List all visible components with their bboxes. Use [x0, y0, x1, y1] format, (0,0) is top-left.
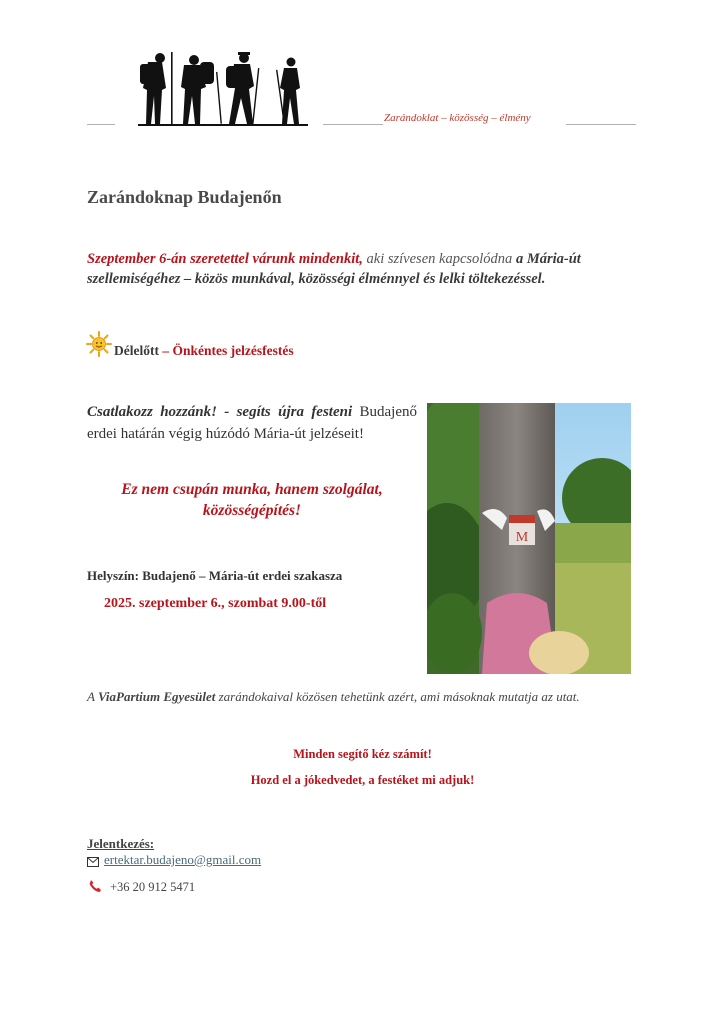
service-line-1: Ez nem csupán munka, hanem szolgálat, — [121, 481, 383, 498]
morning-heading — [114, 343, 294, 359]
assoc-prefix: A — [87, 689, 98, 704]
morning-label: Délelőtt — [114, 343, 159, 358]
morning-title: – Önkéntes jelzésfestés — [158, 343, 294, 358]
envelope-icon — [87, 857, 99, 867]
intro-paragraph — [87, 249, 647, 289]
intro-bold: a Mária-út szellemiségéhez – közös munkával, közösségi élménnyel és lelki töltekezéssel. — [87, 251, 581, 287]
header-rule-right — [566, 124, 636, 125]
hikers-silhouette-icon — [134, 48, 310, 128]
bring-line: Hozd el a jókedvedet, a festéket mi adjuk! — [250, 773, 475, 787]
phone-number: +36 20 912 5471 — [110, 880, 196, 894]
page-title: Zarándoknap Budajenőn — [87, 187, 282, 207]
phone-icon — [88, 879, 102, 893]
intro-normal: aki szívesen kapcsolódna — [362, 251, 516, 267]
association-sentence — [87, 689, 687, 705]
join-bold: Csatlakozz hozzánk! - segíts újra festeni — [87, 404, 353, 420]
intro-highlight: Szeptember 6-án szeretettel várunk mindenkit, — [87, 251, 363, 267]
assoc-rest: közösen tehetünk azért, ami másoknak mutatja az utat. — [296, 689, 580, 704]
association-name: ViaPartium Egyesület — [97, 689, 216, 704]
location-text: Helyszín: Budajenő – Mária-út erdei szakasza — [87, 568, 343, 583]
service-line-2: közösségépítés! — [202, 502, 302, 519]
header-rule-left — [87, 124, 115, 125]
service-quote — [87, 479, 417, 521]
svg-text:M: M — [515, 530, 529, 545]
signup-label: Jelentkezés: — [87, 836, 155, 851]
header-rule-mid — [323, 124, 383, 125]
event-date: 2025. szeptember 6., szombat 9.00-től — [104, 596, 327, 611]
every-helper-line: Minden segítő kéz számít! — [293, 747, 432, 761]
header-tagline: Zarándoklat – közösség – élmény — [384, 112, 531, 124]
join-rest: Budajenő erdei határán végig húzódó Mária-út jelzéseit! — [87, 404, 417, 442]
assoc-mid: zarándokaival — [215, 689, 297, 704]
email-link[interactable]: ertektar.budajeno@gmail.com — [104, 852, 262, 867]
sun-icon — [86, 331, 112, 357]
join-paragraph — [87, 401, 417, 445]
trail-marking-photo — [427, 403, 631, 674]
